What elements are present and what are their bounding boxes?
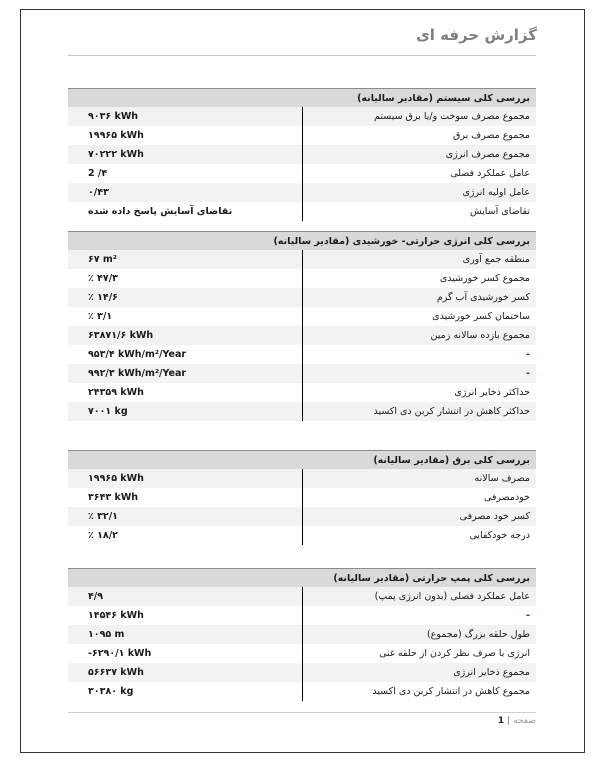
section-header: بررسی کلی برق (مقادیر سالیانه)	[68, 450, 536, 469]
row-label: عامل اولیه انرژی	[302, 183, 536, 202]
section-header: بررسی کلی پمپ حرارتی (مقادیر سالیانه)	[68, 568, 536, 587]
row-label: مجموع کسر خورشیدی	[302, 269, 536, 288]
document-title: گزارش حرفه ای	[416, 26, 537, 44]
table-row	[68, 383, 536, 402]
row-label: ساختمان کسر خورشیدی	[302, 307, 536, 326]
row-label: مصرف سالانه	[302, 469, 536, 488]
row-value: ۱۹۹۶۵ kWh	[88, 473, 144, 484]
row-value: ۶۷ m²	[88, 254, 117, 265]
row-value: ۵۶۶۳۷ kWh	[88, 667, 144, 678]
row-value: ۱۹۹۶۵ kWh	[88, 130, 144, 141]
row-value-cell	[68, 364, 302, 383]
section-1	[68, 88, 536, 221]
row-value-cell	[68, 383, 302, 402]
row-value: ۳۰۳۸۰ kg	[88, 686, 134, 697]
page-footer	[498, 716, 536, 726]
row-label: -	[302, 345, 536, 364]
table-row	[68, 107, 536, 126]
row-label: مجموع مصرف برق	[302, 126, 536, 145]
title-divider	[68, 55, 536, 56]
table-row	[68, 606, 536, 625]
row-label: تقاضای آسایش	[302, 202, 536, 221]
row-value-cell	[68, 507, 302, 526]
section-3	[68, 450, 536, 545]
table-row	[68, 183, 536, 202]
row-label: مجموع مصرف انرژی	[302, 145, 536, 164]
row-value-cell	[68, 345, 302, 364]
row-value-cell	[68, 606, 302, 625]
row-value-cell	[68, 469, 302, 488]
row-value-cell	[68, 202, 302, 221]
row-value-cell	[68, 625, 302, 644]
row-value-cell	[68, 288, 302, 307]
row-value: ۶۳۸۷۱/۶ kWh	[88, 330, 154, 341]
table-row	[68, 145, 536, 164]
row-label: انرژی با صرف نظر کردن از حلقه غنی	[302, 644, 536, 663]
row-value: ۷۰۰۱ kg	[88, 406, 128, 417]
table-row	[68, 345, 536, 364]
table-row	[68, 288, 536, 307]
row-value-cell	[68, 526, 302, 545]
row-value-cell	[68, 107, 302, 126]
table-row	[68, 625, 536, 644]
page-number: 1	[497, 716, 505, 726]
row-label: درجه خودکفایی	[302, 526, 536, 545]
row-value: -۶۲۹۰/۱ kWh	[88, 648, 152, 659]
footer-divider	[68, 712, 536, 713]
section-header: بررسی کلی سیستم (مقادیر سالیانه)	[68, 88, 536, 107]
row-value: ۳۶۴۳ kWh	[88, 492, 139, 503]
row-value-cell	[68, 164, 302, 183]
row-value: ۱۴۵۴۶ kWh	[88, 610, 144, 621]
row-label: -	[302, 606, 536, 625]
row-value: 2 /۴	[88, 168, 108, 179]
table-row	[68, 644, 536, 663]
footer-separator: |	[507, 716, 511, 726]
table-row	[68, 682, 536, 701]
row-label: عامل عملکرد فصلی (بدون انرژی پمپ)	[302, 587, 536, 606]
row-value-cell	[68, 183, 302, 202]
row-value-cell	[68, 402, 302, 421]
table-row	[68, 126, 536, 145]
table-row	[68, 402, 536, 421]
row-label: طول حلقه بزرگ (مجموع)	[302, 625, 536, 644]
row-value: تقاضای آسایش پاسخ داده شده	[88, 206, 233, 217]
row-label: عامل عملکرد فصلی	[302, 164, 536, 183]
row-value-cell	[68, 682, 302, 701]
section-header: بررسی کلی انرژی حرارتی- خورشیدی (مقادیر سالیانه)	[68, 231, 536, 250]
table-row	[68, 269, 536, 288]
section-2	[68, 231, 536, 421]
row-value: ۴/۹	[88, 591, 104, 602]
row-label: مجموع ذخایر انرژی	[302, 663, 536, 682]
row-value-cell	[68, 307, 302, 326]
row-value-cell	[68, 145, 302, 164]
row-value: ٪ ۱۴/۶	[88, 292, 118, 303]
row-value-cell	[68, 250, 302, 269]
table-row	[68, 469, 536, 488]
row-value: ٪ ۱۸/۲	[88, 530, 118, 541]
row-value: ۷۰۲۲۲ kWh	[88, 149, 144, 160]
row-label: کسر خورشیدی آب گرم	[302, 288, 536, 307]
row-label: مجموع مصرف سوخت و/یا برق سیستم	[302, 107, 536, 126]
table-row	[68, 663, 536, 682]
row-value-cell	[68, 587, 302, 606]
row-value: ٪ ۳۲/۱	[88, 511, 118, 522]
row-value: ۱۰۹۵ m	[88, 629, 125, 640]
row-label: -	[302, 364, 536, 383]
row-value: ۹۹۲/۳ kWh/m²/Year	[88, 368, 187, 379]
row-value-cell	[68, 644, 302, 663]
row-value: ۲۴۳۵۹ kWh	[88, 387, 144, 398]
table-row	[68, 507, 536, 526]
row-label: خودمصرفی	[302, 488, 536, 507]
row-value: ۹۵۳/۴ kWh/m²/Year	[88, 349, 187, 360]
row-label: منطقه جمع آوری	[302, 250, 536, 269]
row-value: ٪ ۳/۱	[88, 311, 113, 322]
row-label: مجموع کاهش در انتشار کربن دی اکسید	[302, 682, 536, 701]
row-value-cell	[68, 488, 302, 507]
table-row	[68, 488, 536, 507]
table-row	[68, 326, 536, 345]
row-label: حداکثر ذخایر انرژی	[302, 383, 536, 402]
row-value-cell	[68, 269, 302, 288]
table-row	[68, 526, 536, 545]
table-row	[68, 587, 536, 606]
row-label: مجموع بازده سالانه زمین	[302, 326, 536, 345]
table-row	[68, 164, 536, 183]
page-word: صفحه	[513, 716, 536, 726]
table-row	[68, 364, 536, 383]
table-row	[68, 202, 536, 221]
table-row	[68, 307, 536, 326]
row-value-cell	[68, 326, 302, 345]
row-label: حداکثر کاهش در انتشار کربن دی اکسید	[302, 402, 536, 421]
row-label: کسر خود مصرفی	[302, 507, 536, 526]
section-4	[68, 568, 536, 701]
row-value: ٪ ۴۷/۳	[88, 273, 118, 284]
table-row	[68, 250, 536, 269]
row-value: ۰/۴۳	[88, 187, 109, 198]
row-value: ۹۰۳۶ kWh	[88, 111, 139, 122]
row-value-cell	[68, 663, 302, 682]
row-value-cell	[68, 126, 302, 145]
